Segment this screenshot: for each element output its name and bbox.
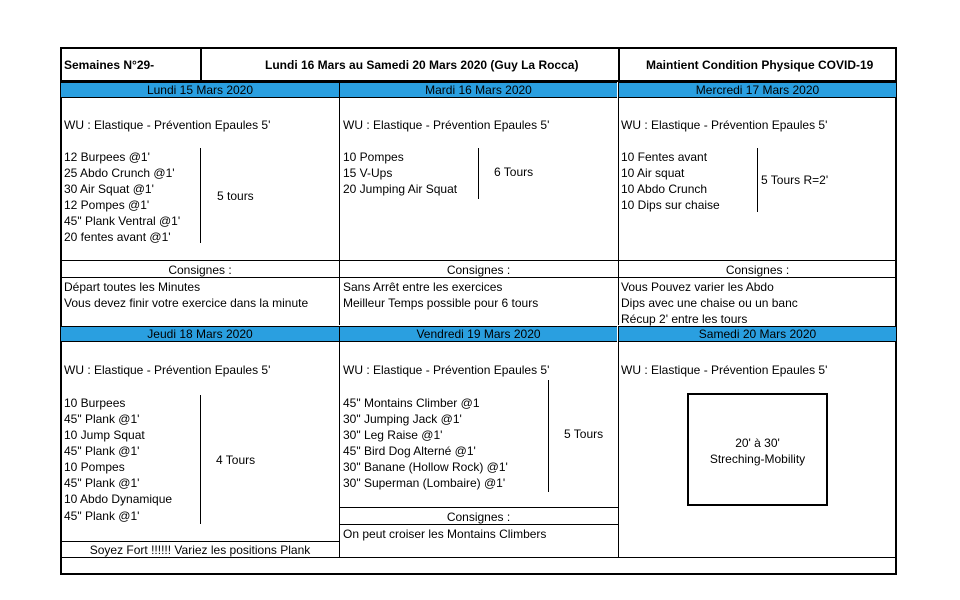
consigne-lundi-2: Vous devez finir votre exercice dans la minute: [64, 296, 309, 310]
rounds-mercredi: 5 Tours R=2': [761, 173, 829, 187]
vendredi-consignes-top-rule: [340, 507, 618, 508]
day-header-samedi: Samedi 20 Mars 2020: [619, 326, 896, 342]
warmup-lundi: WU : Elastique - Prévention Epaules 5': [64, 118, 271, 132]
week-number: Semaines N°29-: [64, 58, 155, 72]
exercise-item: 45" Plank @1': [64, 444, 140, 458]
bottom-rule: [61, 557, 896, 558]
date-range: Lundi 16 Mars au Samedi 20 Mars 2020 (Guy La Rocca): [265, 58, 579, 72]
rounds-jeudi: 4 Tours: [216, 453, 256, 467]
exercise-item: 20 fentes avant @1': [64, 230, 171, 244]
day-header-mercredi: Mercredi 17 Mars 2020: [619, 82, 896, 98]
warmup-mercredi: WU : Elastique - Prévention Epaules 5': [621, 118, 828, 132]
exercise-item: 10 Abdo Dynamique: [64, 492, 173, 506]
consigne-mardi-2: Meilleur Temps possible pour 6 tours: [343, 296, 539, 310]
rounds-divider-mardi: [478, 148, 479, 199]
stretching-label: Streching-Mobility: [709, 452, 806, 466]
exercise-item: 10 Dips sur chaise: [621, 198, 720, 212]
consigne-mercredi-1: Vous Pouvez varier les Abdo: [621, 280, 774, 294]
exercise-item: 45" Plank @1': [64, 476, 140, 490]
exercise-item: 10 Air squat: [621, 166, 685, 180]
exercise-item: 45" Plank Ventral @1': [64, 214, 181, 228]
exercise-item: 12 Burpees @1': [64, 150, 150, 164]
exercise-item: 10 Pompes: [343, 150, 404, 164]
warmup-jeudi: WU : Elastique - Prévention Epaules 5': [64, 363, 271, 377]
rounds-divider-lundi: [200, 148, 201, 243]
consignes-label-lundi: Consignes :: [168, 263, 232, 277]
col-divider-2b: [618, 326, 619, 557]
consigne-mercredi-2: Dips avec une chaise ou un banc: [621, 296, 798, 310]
exercise-item: 12 Pompes @1': [64, 198, 150, 212]
rounds-lundi: 5 tours: [217, 189, 254, 203]
col-divider-1a: [339, 82, 340, 325]
consignes-label-mardi: Consignes :: [446, 263, 511, 277]
rounds-divider-vendredi: [548, 380, 549, 492]
rounds-divider-jeudi: [200, 395, 201, 524]
consigne-mercredi-3: Récup 2' entre les tours: [621, 312, 748, 326]
exercise-item: 45" Plank @1': [64, 509, 140, 523]
consigne-lundi-1: Départ toutes les Minutes: [64, 280, 201, 294]
warmup-samedi: WU : Elastique - Prévention Epaules 5': [621, 363, 828, 377]
covid-tag: COVID-19: [818, 58, 874, 72]
day-header-vendredi: Vendredi 19 Mars 2020: [340, 326, 617, 342]
exercise-item: 30" Leg Raise @1': [343, 428, 443, 442]
consigne-mardi-1: Sans Arrêt entre les exercices: [343, 280, 503, 294]
consignes-label-vendredi: Consignes :: [446, 510, 511, 524]
header-divider-2: [618, 47, 620, 81]
exercise-item: 10 Pompes: [64, 460, 125, 474]
header-divider-1: [200, 47, 202, 81]
exercise-item: 45" Montains Climber @1: [343, 396, 480, 410]
col-divider-2a: [618, 82, 619, 325]
exercise-item: 10 Abdo Crunch: [621, 182, 708, 196]
consigne-vendredi-1: On peut croiser les Montains Climbers: [343, 527, 547, 541]
warmup-vendredi: WU : Elastique - Prévention Epaules 5': [343, 363, 550, 377]
rounds-divider-mercredi: [757, 148, 758, 212]
exercise-item: 45" Bird Dog Alterné @1': [343, 444, 476, 458]
consignes-top-rule: [61, 260, 896, 261]
exercise-item: 10 Burpees: [64, 396, 126, 410]
exercise-item: 15 V-Ups: [343, 166, 393, 180]
exercise-item: 10 Fentes avant: [621, 150, 708, 164]
rounds-vendredi: 5 Tours: [564, 427, 604, 441]
exercise-item: 10 Jump Squat: [64, 428, 145, 442]
jeudi-footer-note: Soyez Fort !!!!!! Variez les positions Plank: [89, 543, 311, 557]
exercise-item: 30" Banane (Hollow Rock) @1': [343, 460, 508, 474]
program-title: Maintient Condition Physique: [646, 58, 815, 72]
day-header-lundi: Lundi 15 Mars 2020: [61, 82, 339, 98]
day-header-mardi: Mardi 16 Mars 2020: [340, 82, 617, 98]
rounds-mardi: 6 Tours: [494, 165, 534, 179]
stretching-duration: 20' à 30': [735, 436, 780, 450]
exercise-item: 45" Plank @1': [64, 412, 140, 426]
exercise-item: 30 Air Squat @1': [64, 182, 154, 196]
consignes-label-mercredi: Consignes :: [725, 263, 790, 277]
exercise-item: 25 Abdo Crunch @1': [64, 166, 175, 180]
warmup-mardi: WU : Elastique - Prévention Epaules 5': [343, 118, 550, 132]
exercise-item: 20 Jumping Air Squat: [343, 182, 458, 196]
exercise-item: 30" Jumping Jack @1': [343, 412, 462, 426]
exercise-item: 30" Superman (Lombaire) @1': [343, 476, 506, 490]
day-header-jeudi: Jeudi 18 Mars 2020: [61, 326, 339, 342]
